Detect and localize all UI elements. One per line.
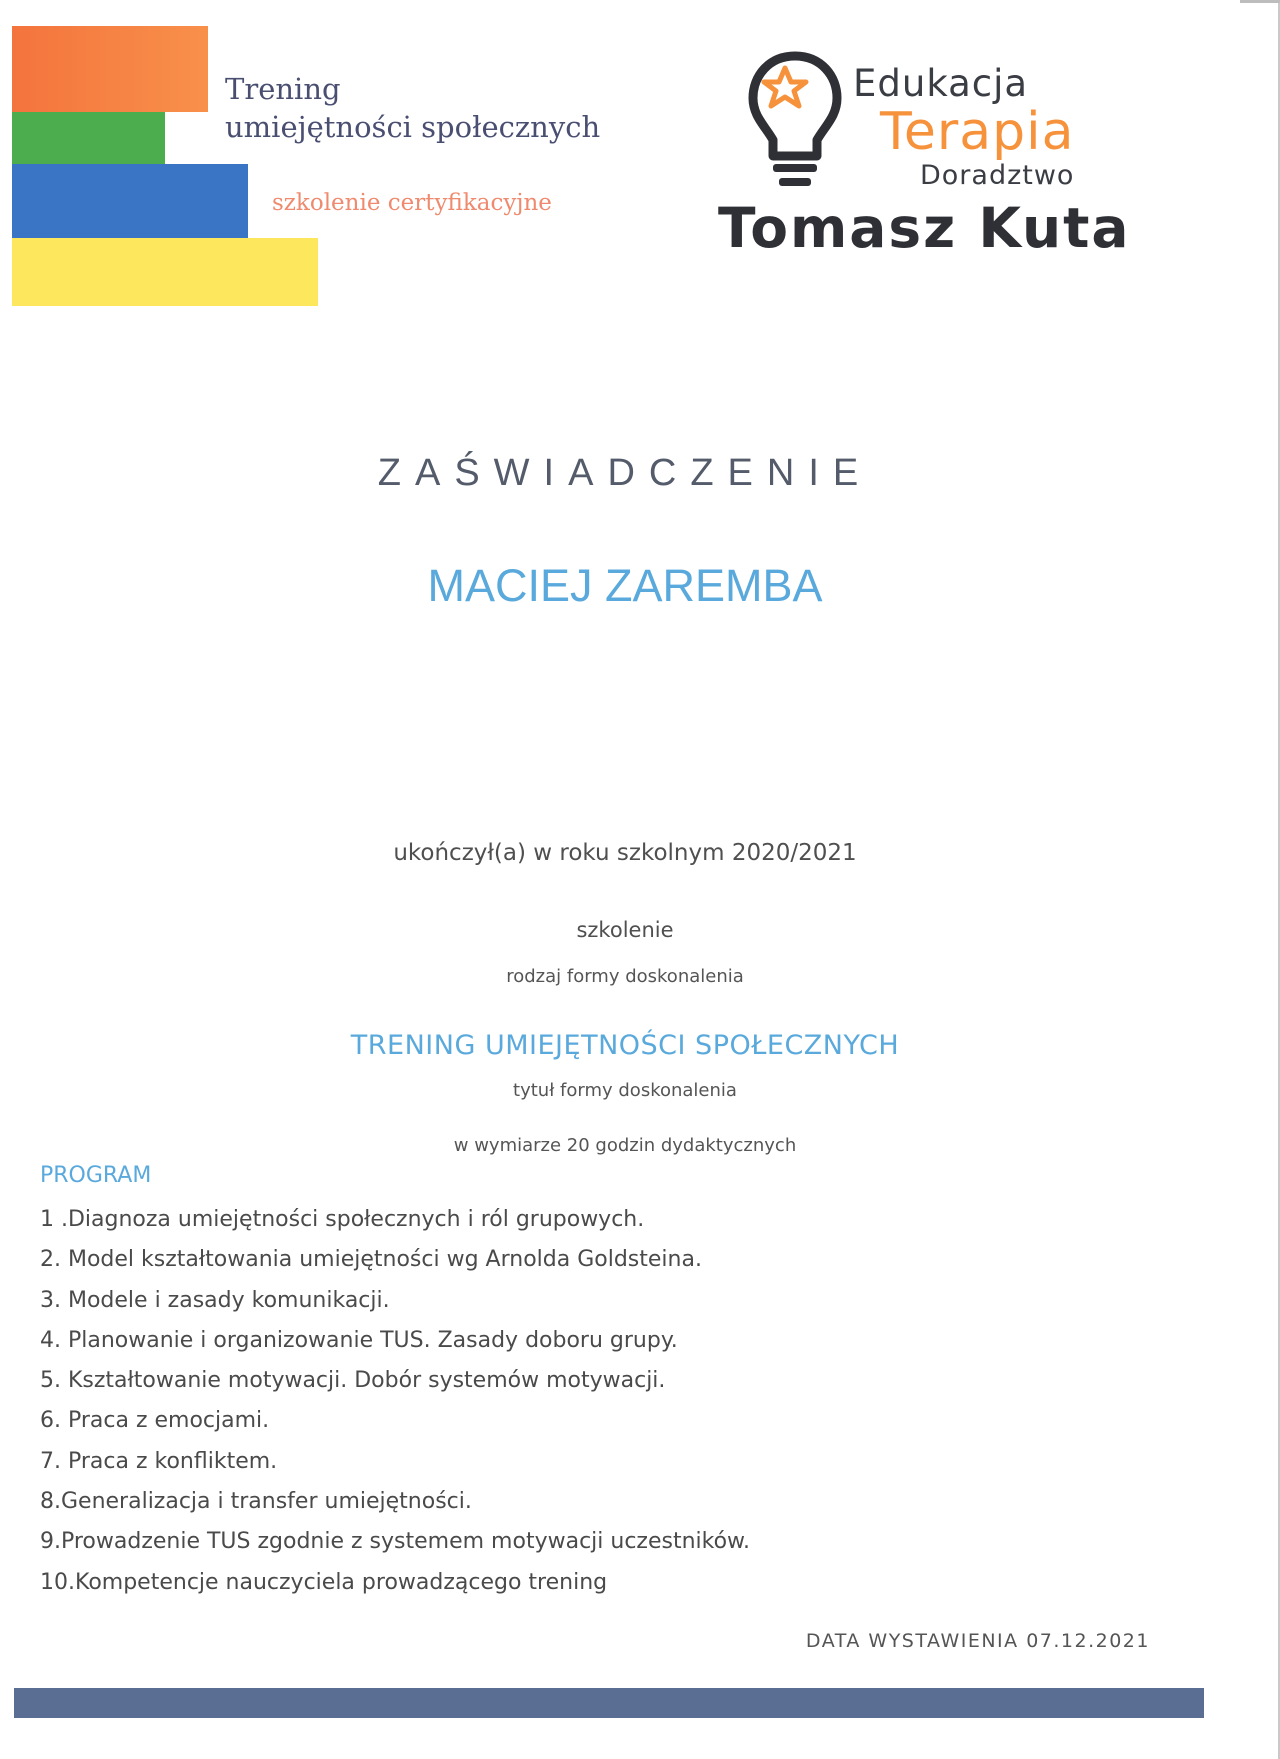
program-item: 1 .Diagnoza umiejętności społecznych i ról grupowych. [40,1207,645,1232]
program-item: 4. Planowanie i organizowanie TUS. Zasady doboru grupy. [40,1327,678,1353]
recipient-name: MACIEJ ZAREMBA [427,560,823,611]
program-item: 5. Kształtowanie motywacji. Dobór systemów motywacji. [40,1368,666,1394]
training-form: szkolenie [576,918,674,942]
training-form-caption: rodzaj formy doskonalenia [506,966,744,987]
logo-block-green [12,112,165,164]
program-item: 7. Praca z konfliktem. [40,1448,278,1474]
scan-edge-top [1240,0,1280,3]
program-item: 3. Modele i zasady komunikacji. [40,1287,390,1313]
program-label: PROGRAM [40,1163,152,1188]
tus-logo-title [225,70,600,146]
logo-block-yellow [12,238,318,306]
logo-block-blue [12,164,248,238]
course-hours: w wymiarze 20 godzin dydaktycznych [453,1135,797,1156]
program-item: 10.Kompetencje nauczyciela prowadzącego trening [40,1569,608,1595]
brand-line-doradztwo: Doradztwo [920,160,1075,191]
program-item: 2. Model kształtowania umiejętności wg Arnolda Goldsteina. [40,1247,702,1273]
tus-logo-title-line2: umiejętności społecznych [225,110,601,144]
program-item: 9.Prowadzenie TUS zgodnie z systemem motywacji uczestników. [40,1529,751,1555]
tus-logo-subtitle: szkolenie certyfikacyjne [272,190,552,216]
brand-line-edukacja: Edukacja [853,62,1029,105]
footer-bar [14,1688,1204,1718]
completed-line: ukończył(a) w roku szkolnym 2020/2021 [393,840,857,866]
program-item: 6. Praca z emocjami. [40,1408,270,1434]
lightbulb-icon [745,48,845,198]
program-item: 8.Generalizacja i transfer umiejętności. [40,1489,472,1515]
certificate-title: ZAŚWIADCZENIE [377,452,873,494]
course-title-caption: tytuł formy doskonalenia [513,1080,737,1101]
issue-date: DATA WYSTAWIENIA 07.12.2021 [805,1630,1150,1652]
course-title: TRENING UMIEJĘTNOŚCI SPOŁECZNYCH [350,1030,900,1061]
tus-logo-title-line1: Trening [225,72,341,106]
brand-line-terapia: Terapia [880,102,1075,162]
program-list [40,1200,750,1603]
brand-name: Tomasz Kuta [718,196,1131,260]
logo-block-orange [12,26,208,112]
